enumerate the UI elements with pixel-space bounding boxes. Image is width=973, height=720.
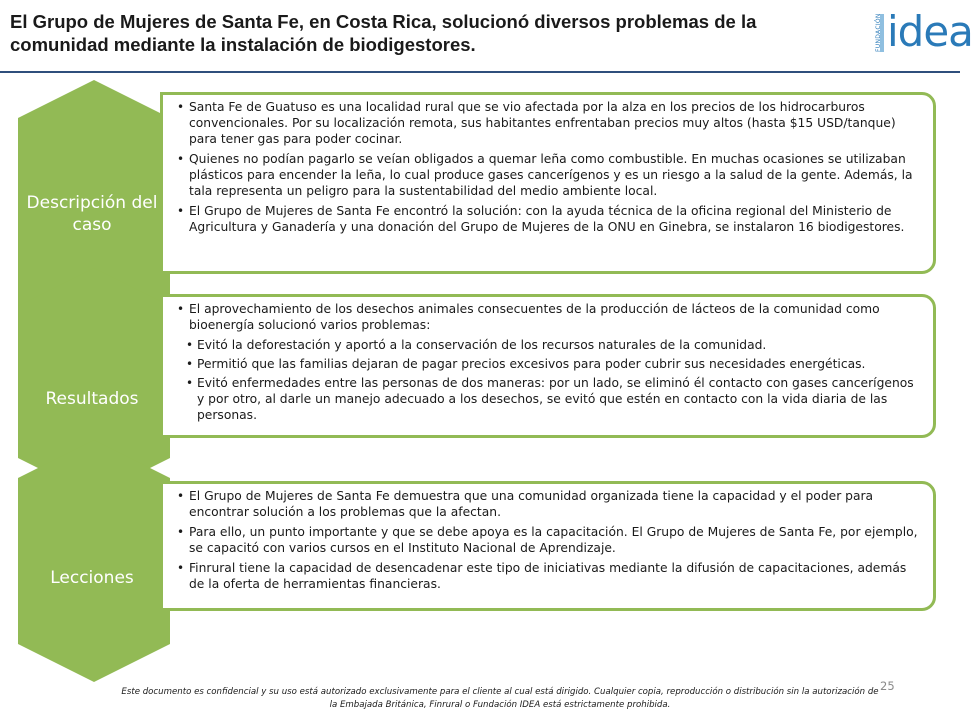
sub-bullet-item: • Permitió que las familias dejaran de pagar precios excesivos para poder cubrir sus necesidades energéticas. [171, 356, 921, 372]
bullet-item: • El Grupo de Mujeres de Santa Fe encontró la solución: con la ayuda técnica de la oficina regional del Ministerio de Agricultura y Ganadería y una donación del Grupo de Mujeres de la ONU en Ginebra, se instalaron 16 biodigestores. [171, 203, 921, 235]
bullet-list-descripcion [171, 99, 921, 235]
bullet-item: • Finrural tiene la capacidad de desencadenar este tipo de iniciativas mediante la difusión de capacitaciones, además de la oferta de herramientas financieras. [171, 560, 921, 592]
confidentiality-footer: Este documento es confidencial y su uso está autorizado exclusivamente para el cliente al cual está dirigido. Cualquier copia, reproducción o distribución sin la autorización de la Embajada Británica, Finrural o Fundación IDEA está estrictamente prohibida. [121, 687, 879, 710]
section-box-descripcion [160, 92, 936, 274]
section-label-lecciones: Lecciones [50, 568, 134, 588]
bullet-item: • El aprovechamiento de los desechos animales consecuentes de la producción de lácteos de la comunidad como bioenergía solucionó varios problemas: [171, 301, 921, 333]
bullet-item: • Santa Fe de Guatuso es una localidad rural que se vio afectada por la alza en los precios de los hidrocarburos convencionales. Por su localización remota, sus habitantes enfrentaban precios muy altos (hasta $15 USD/tanque) para tener gas para poder cocinar. [171, 99, 921, 147]
section-label-resultados: Resultados [45, 389, 139, 409]
bullet-item: • Para ello, un punto importante y que se debe apoya es la capacitación. El Grupo de Mujeres de Santa Fe, por ejemplo, se capacitó con varios cursos en el Instituto Nacional de Aprendizaje. [171, 524, 921, 556]
bullet-item: • Quienes no podían pagarlo se veían obligados a quemar leña como combustible. En muchas ocasiones se utilizaban plásticos para encender la leña, lo cual produce gases cancerígenos y es un riesgo a la salud de la gente. Además, la tala representa un peligro para la sustentabilidad del medio ambiente local. [171, 151, 921, 199]
sub-bullet-item: • Evitó enfermedades entre las personas de dos maneras: por un lado, se eliminó él contacto con gases cancerígenos y por otro, al darle un manejo adecuado a los desechos, se evitó que estén en contacto con la vida diaria de las personas. [171, 375, 921, 423]
bullet-list-resultados [171, 301, 921, 423]
logo-word: idea [887, 7, 973, 56]
section-box-lecciones [160, 481, 936, 611]
bullet-item: • El Grupo de Mujeres de Santa Fe demuestra que una comunidad organizada tiene la capacidad y el poder para encontrar solución a los problemas que la afectan. [171, 488, 921, 520]
slide-title: El Grupo de Mujeres de Santa Fe, en Costa Rica, solucionó diversos problemas de la comunidad mediante la instalación de biodigestores. [10, 11, 757, 55]
sub-bullet-item: • Evitó la deforestación y aportó a la conservación de los recursos naturales de la comunidad. [171, 337, 921, 353]
section-box-resultados [160, 294, 936, 438]
logo-vertical-text: FUNDACIÓN [875, 13, 882, 52]
bullet-list-lecciones [171, 488, 921, 592]
section-label-descripcion: Descripción del caso [26, 193, 158, 235]
chevron-lecciones [18, 440, 170, 682]
page-number: 25 [880, 679, 895, 693]
